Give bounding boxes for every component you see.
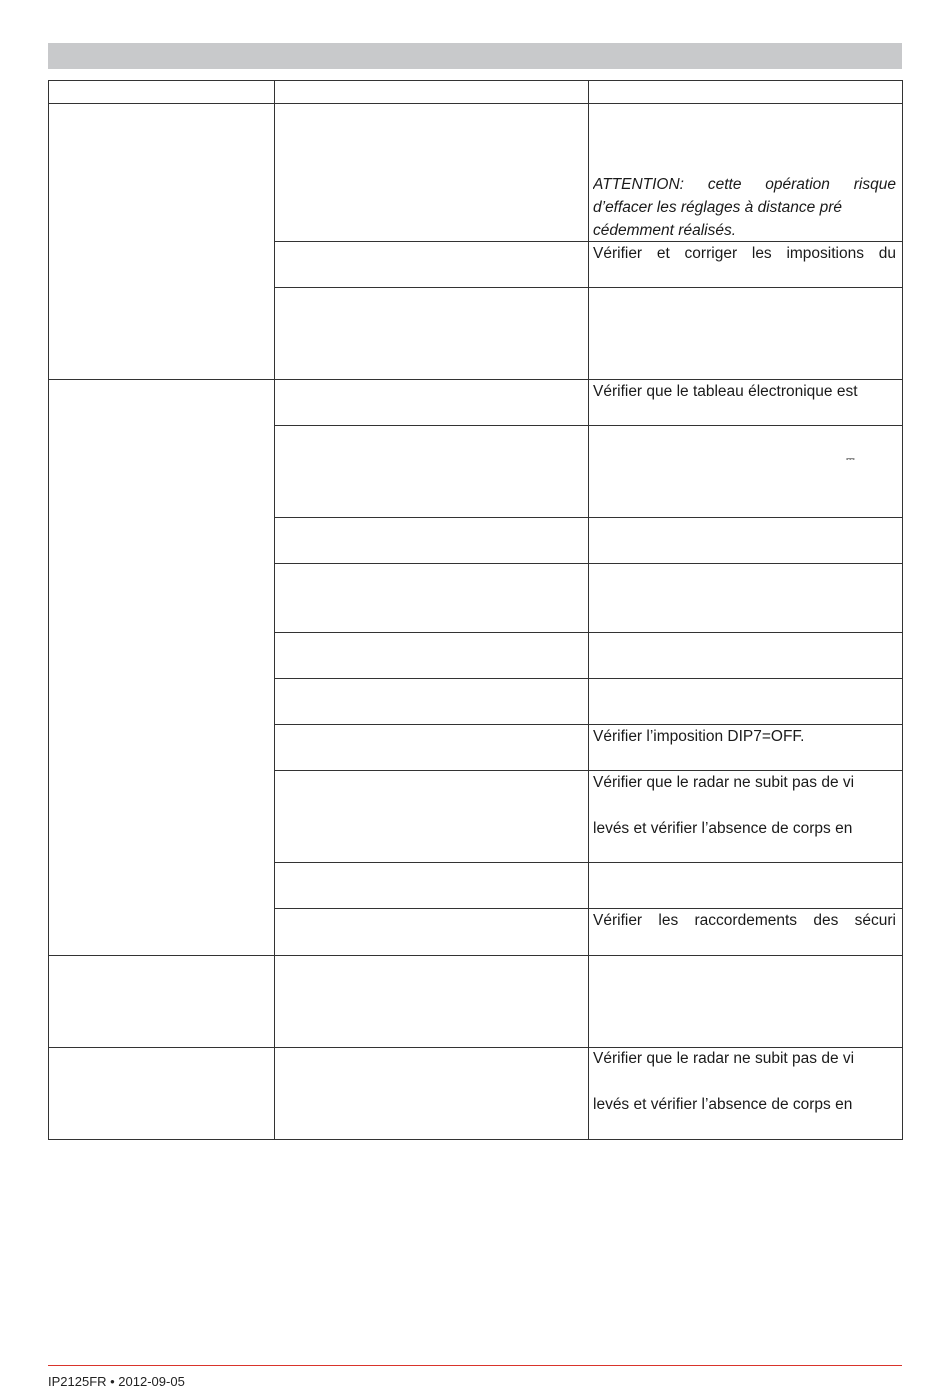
header-row-divider: [48, 103, 903, 104]
footer-rule: [48, 1365, 902, 1366]
row-divider: [274, 517, 903, 518]
row-divider: [274, 287, 903, 288]
dc-symbol-icon: ⎓: [846, 452, 855, 465]
attention-note-line-3: cédemment réalisés.: [593, 222, 737, 239]
remedy-check-control-panel: Vérifier que le tableau électronique est: [593, 383, 858, 400]
row-divider: [274, 632, 903, 633]
table-border-right: [902, 80, 903, 1140]
row-divider: [274, 862, 903, 863]
remedy-radar-vibration-line-1: Vérifier que le radar ne subit pas de vi: [593, 774, 855, 791]
attention-note-line-1: ATTENTION: cette opération risque: [593, 176, 896, 193]
footer-doc-reference: IP2125FR • 2012-09-05: [48, 1374, 185, 1389]
remedy-check-safety-connections: Vérifier les raccordements des sécuri: [593, 912, 896, 929]
table-border-top: [48, 80, 903, 81]
row-divider: [274, 678, 903, 679]
table-border-bottom: [48, 1139, 903, 1140]
remedy-radar-vibration-line-2: levés et vérifier l’absence de corps en: [593, 1096, 853, 1113]
row-divider: [274, 425, 903, 426]
column-divider-2: [588, 80, 589, 1140]
remedy-radar-vibration-line-2: levés et vérifier l’absence de corps en: [593, 820, 853, 837]
remedy-check-settings: Vérifier et corriger les impositions du: [593, 245, 896, 262]
remedy-check-dip7: Vérifier l’imposition DIP7=OFF.: [593, 728, 805, 745]
remedy-radar-vibration-line-1: Vérifier que le radar ne subit pas de vi: [593, 1050, 855, 1067]
group-divider-2: [48, 955, 903, 956]
column-divider-1: [274, 80, 275, 1140]
attention-note-line-2: d’effacer les réglages à distance pré: [593, 199, 843, 216]
section-header-bar: [48, 43, 902, 69]
row-divider: [274, 563, 903, 564]
table-border-left: [48, 80, 49, 1140]
